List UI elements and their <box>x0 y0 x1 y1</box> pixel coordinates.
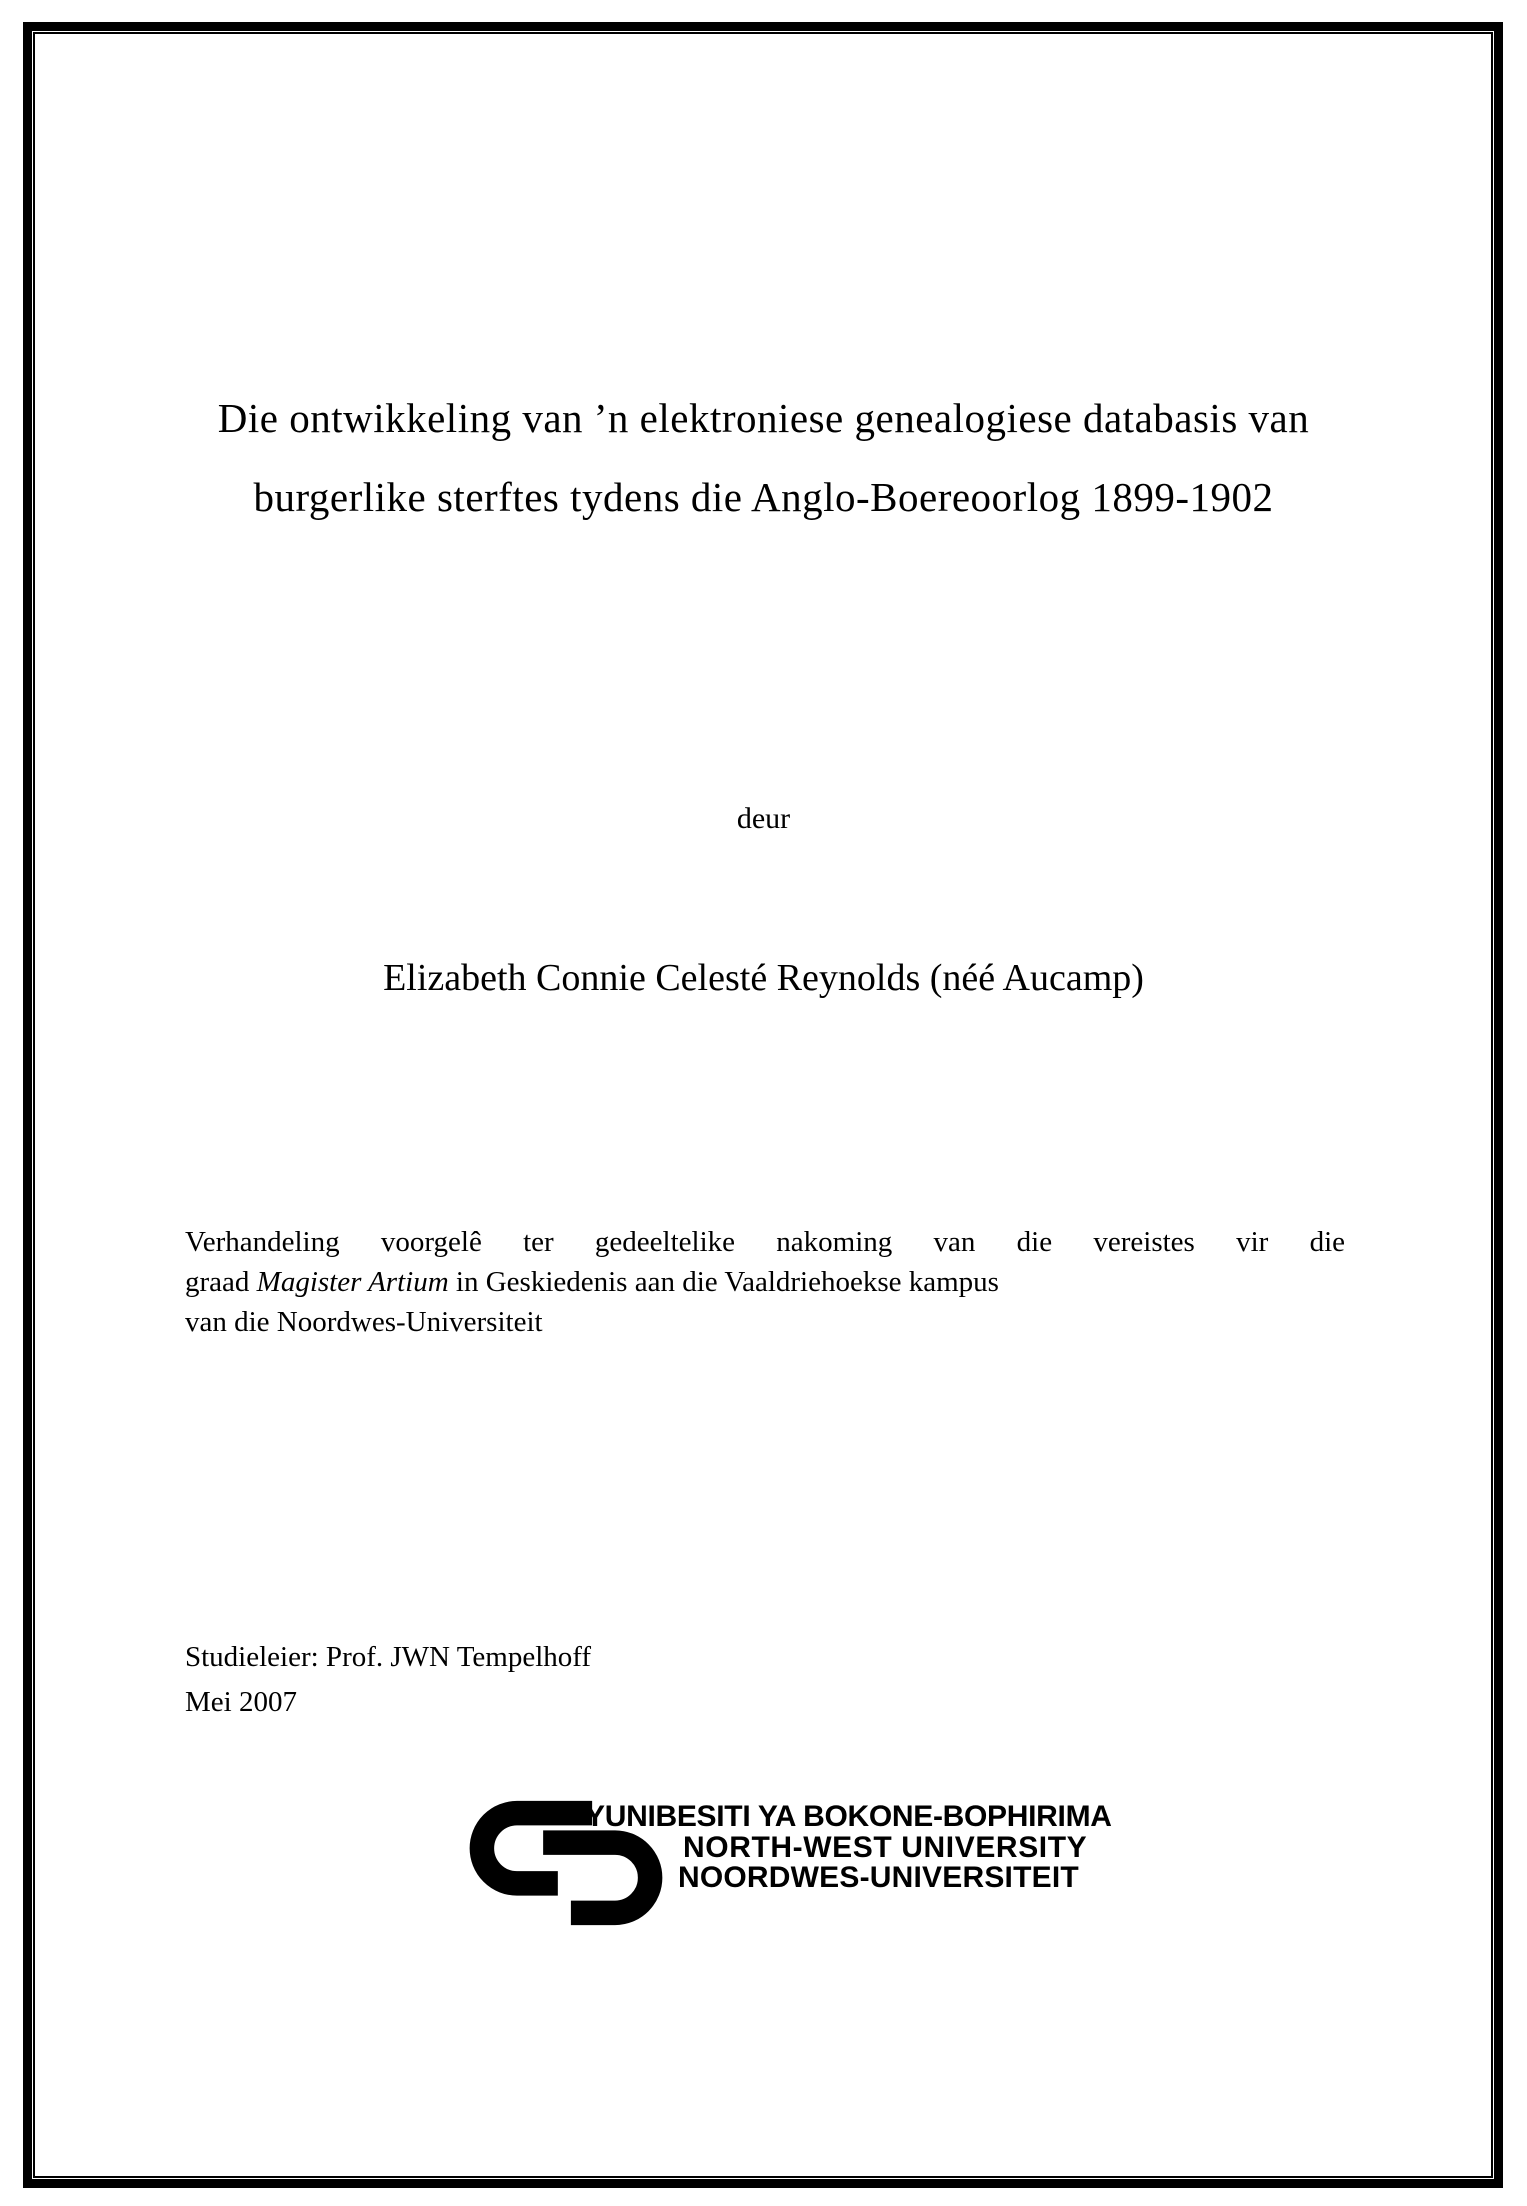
statement-degree-name: Magister Artium <box>256 1266 449 1298</box>
statement-line-2 <box>185 1262 1345 1302</box>
statement-line-3: van die Noordwes-Universiteit <box>185 1306 543 1338</box>
author-name: Elizabeth Connie Celesté Reynolds (néé Aucamp) <box>383 957 1144 999</box>
thesis-title <box>30 379 1497 537</box>
logo-text-afrikaans: NOORDWES-UNIVERSITEIT <box>678 1861 1079 1894</box>
logo-text-english: NORTH-WEST UNIVERSITY <box>683 1831 1088 1864</box>
date-line: Mei 2007 <box>185 1686 297 1718</box>
statement-line-2-post: in Geskiedenis aan die Vaaldriehoekse kampus <box>448 1266 999 1298</box>
thesis-title-line-1: Die ontwikkeling van ’n elektroniese genealogiese databasis van <box>217 395 1310 441</box>
supervisor-line: Studieleier: Prof. JWN Tempelhoff <box>185 1641 592 1673</box>
byline-deur: deur <box>736 802 791 835</box>
statement-line-2-pre: graad <box>185 1266 257 1298</box>
thesis-title-line-2: burgerlike sterftes tydens die Anglo-Boereoorlog 1899-1902 <box>253 474 1274 520</box>
logo-text-setswana: YUNIBESITI YA BOKONE-BOPHIRIMA <box>585 1800 1112 1833</box>
statement-line-1: Verhandeling voorgelê ter gedeeltelike nakoming van die vereistes vir die <box>185 1226 1345 1258</box>
supervisor-block <box>185 1635 591 1725</box>
degree-statement <box>185 1222 1345 1342</box>
